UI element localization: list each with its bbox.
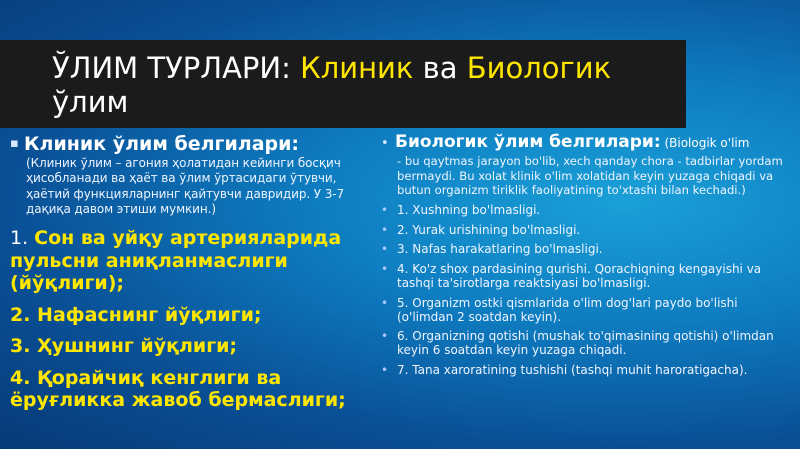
list-item [381, 364, 786, 378]
right-list [381, 204, 786, 378]
left-item-number: 1. [10, 227, 35, 250]
right-heading-note: (Biologik o'lim [660, 136, 750, 150]
list-item-text: 6. Organizning qotishi (mushak to'qimasining qotishi) o'limdan keyin 6 soatdan keyin yuzaga chiqadi. [397, 329, 774, 358]
left-heading: Клиник ўлим белгилари: [24, 133, 300, 155]
right-description: - bu qaytmas jarayon bo'lib, xech qanday chora - tadbirlar yordam bermaydi. Bu xolat klinik o'lim xolatidan keyin yuzaga chiqadi va butun organizm tiriklik faoliyatining to'xtashi bilan kechadi.) [397, 154, 783, 198]
left-item-text: Сон ва уйқу артерияларида пульсни аниқланмаслиги (йўқлиги); [10, 227, 342, 295]
list-item-text: 3. Nafas harakatlaring bo'lmasligi. [397, 242, 603, 257]
left-item-4: 4. Қорайчиқ кенглиги ва ёруғликка жавоб бермаслиги; [10, 366, 346, 412]
right-heading-row [381, 133, 786, 155]
bullet-icon: • [381, 362, 389, 377]
list-item [381, 224, 786, 238]
left-description: (Клиник ўлим – агония ҳолатидан кейинги босқич ҳисобланади ва ҳаёт ва ўлим ўртасидаги ўтувчи, ҳаётий функцияларнинг қайтувчи давридир. У 3-7 дақиқа давом этиши мумкин.) [26, 156, 345, 216]
list-item-text: 7. Tana xaroratining tushishi (tashqi muhit haroratigacha). [397, 362, 748, 377]
list-item-text: 1. Xushning bo'lmasligi. [397, 202, 541, 217]
title-text-death: ўлим [52, 85, 129, 119]
list-item-text: 4. Ko'z shox pardasining qurishi. Qorachiqning kengayishi va tashqi ta'sirotlarga reaktsiyasi bo'lmasligi. [397, 262, 762, 290]
bullet-icon: • [381, 295, 389, 310]
title-text: ЎЛИМ ТУРЛАРИ: [52, 51, 301, 85]
list-item [381, 263, 786, 291]
left-item-1 [10, 227, 365, 295]
left-item-2: 2. Нафаснинг йўқлиги; [10, 303, 262, 326]
bullet-icon: • [381, 242, 389, 257]
bullet-icon: • [381, 222, 389, 237]
bullet-icon: • [381, 329, 389, 344]
bullet-icon: • [381, 202, 389, 217]
list-item [381, 330, 786, 358]
bullet-icon: • [381, 262, 389, 277]
right-heading [395, 133, 749, 152]
list-item [381, 204, 786, 218]
left-heading-row [10, 133, 365, 155]
title-text-and: ва [413, 51, 467, 85]
list-item [381, 243, 786, 257]
list-item [381, 297, 786, 325]
left-item-3: 3. Ҳушнинг йўқлиги; [10, 335, 238, 358]
left-column [10, 133, 365, 412]
title-highlight-biological: Биологик [466, 51, 612, 85]
bullet-icon: • [381, 136, 389, 151]
title-highlight-clinical: Клиник [300, 51, 414, 85]
list-item-text: 2. Yurak urishining bo'lmasligi. [397, 222, 581, 237]
bullet-icon: ▪ [10, 136, 19, 151]
right-column [381, 133, 786, 384]
slide-title [52, 51, 652, 119]
right-heading-text: Биологик ўлим белгилари: [395, 132, 661, 152]
list-item-text: 5. Organizm ostki qismlarida o'lim dog'lari paydo bo'lishi (o'limdan 2 soatdan keyin). [397, 295, 738, 324]
